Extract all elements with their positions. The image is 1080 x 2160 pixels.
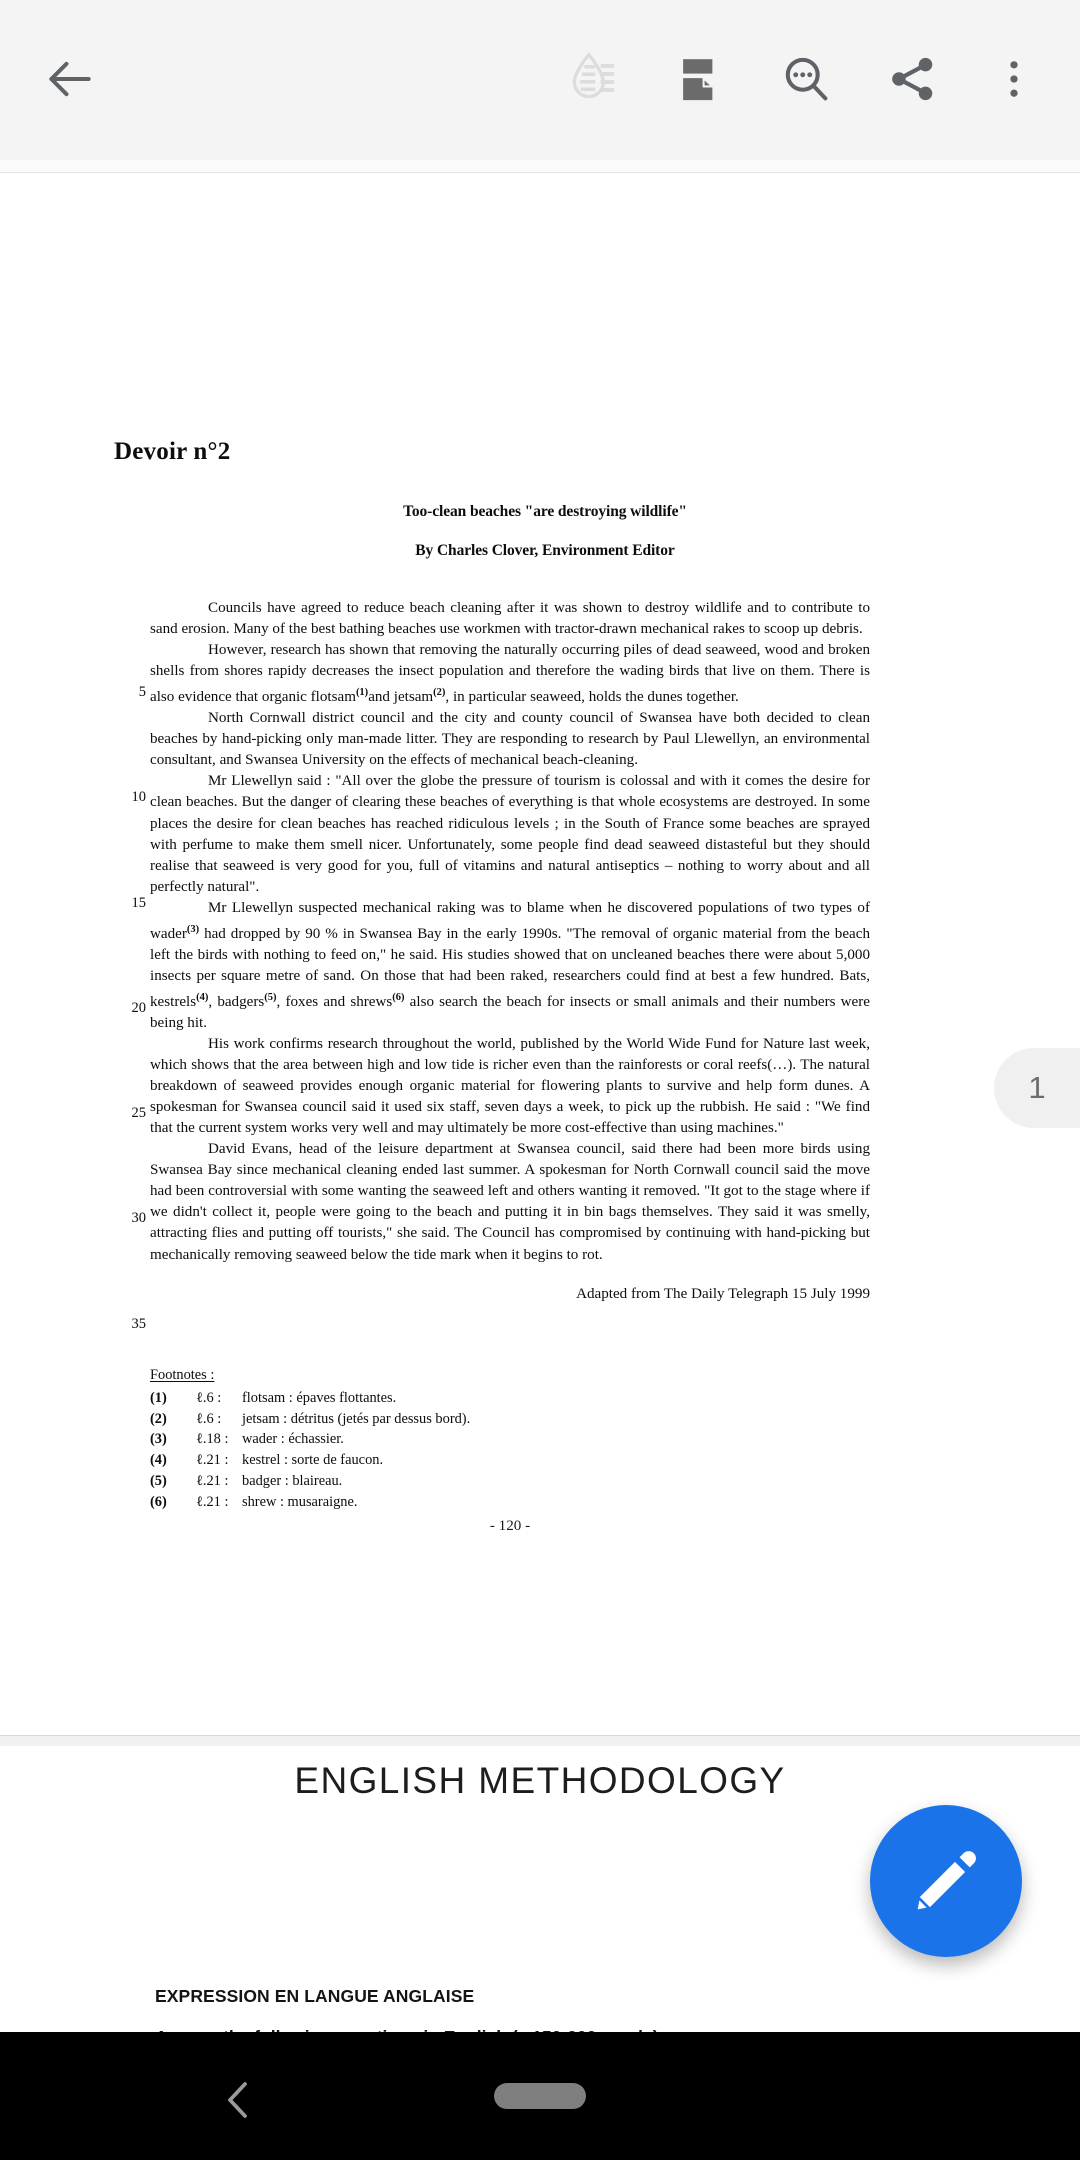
back-arrow-icon	[42, 51, 98, 107]
footnote-text: kestrel : sorte de faucon.	[242, 1452, 384, 1469]
footnote-text: badger : blaireau.	[242, 1472, 343, 1489]
footnote-item	[150, 1388, 750, 1409]
search-icon	[778, 51, 834, 107]
line-number: 5	[138, 684, 146, 701]
footnote-line: ℓ.21 :	[196, 1472, 229, 1489]
line-number: 15	[131, 894, 146, 911]
document-page-number: - 120 -	[489, 1518, 531, 1534]
footnote-line: ℓ.21 :	[196, 1452, 229, 1469]
footnote-line: ℓ.21 :	[196, 1493, 229, 1510]
article-title: Too-clean beaches "are destroying wildlife"	[403, 503, 687, 520]
article-paragraph: David Evans, head of the leisure department at Swansea council, said there had been more birds using Swansea Bay since mechanical cleaning ended last summer. A spokesman for North Cornwall council said the move had been controversial with some wanting the seaweed left and others wanting it removed. "It got to the stage where if we didn't collect it, people were going to the beach and putting it in bin bags themselves. They said it was smelly, attracting flies and putting off tourists," she said. The Council has compromised by continuing with hand-picking but mechanically removing seaweed below the tide mark when it begins to rot.	[150, 1141, 870, 1263]
footnote-line: ℓ.6 :	[196, 1389, 222, 1406]
back-button[interactable]	[22, 31, 118, 127]
page-indicator-badge[interactable]	[994, 1048, 1080, 1128]
footnote-item	[150, 1409, 750, 1430]
article-paragraph: Mr Llewellyn said : "All over the globe the pressure of tourism is colossal and with it comes the desire for clean beaches. But the danger of clearing these beaches of everything is that whole ecosystems are destroyed. In some places the desire for clean beaches has reached ridiculous levels ; in the South of France some beaches are sprayed with perfume to make them smell nicer. Unfortunately, some people find dead seaweed distasteful but they should realise that seaweed is very good for you, full of vitamins and natural antiseptics – nothing to worry about and all perfectly natural".	[150, 773, 870, 895]
source-credit: Adapted from The Daily Telegraph 15 July 1999	[576, 1286, 870, 1302]
footnote-item	[150, 1450, 750, 1471]
footnote-number: (3)	[150, 1431, 167, 1448]
line-number: 30	[131, 1210, 146, 1227]
system-home-pill[interactable]	[494, 2083, 586, 2109]
footnotes-heading: Footnotes :	[150, 1367, 215, 1383]
ink-mode-button[interactable]	[546, 31, 642, 127]
footnote-number: (1)	[150, 1389, 167, 1406]
article-paragraph: His work confirms research throughout the world, published by the World Wide Fund for Nature last week, which shows that the area between high and low tide is richer even than the rainforests or coral reefs(…). The natural breakdown of seaweed provides enough organic material for flowering plants to survive and help form dunes. A spokesman for Swansea council said it used six staff, seven days a week, to pick up the rubbish. He said : "We find that the current system works very well and may ultimately be more cost-effective than using machines."	[150, 1036, 870, 1137]
expression-section-title: EXPRESSION EN LANGUE ANGLAISE	[155, 1986, 475, 2006]
footnote-text: wader : échassier.	[242, 1431, 344, 1448]
methodology-heading: ENGLISH METHODOLOGY	[294, 1760, 786, 1801]
line-number-gutter	[112, 598, 146, 1335]
more-options-icon	[989, 54, 1039, 104]
line-number: 35	[131, 1315, 146, 1332]
footnote-item	[150, 1429, 750, 1450]
footnote-text: shrew : musaraigne.	[242, 1493, 358, 1510]
article-paragraph: However, research has shown that removing the naturally occurring piles of dead seaweed, wood and broken shells from shores rapidy decreases the insect population and therefore the wading birds that live on them. There is also evidence that organic flotsam$^{(1)}$and jetsam$^{(2)}$, in particular seaweed, holds the dunes together.	[150, 642, 870, 706]
article-paragraph: Mr Llewellyn suspected mechanical raking was to blame when he discovered populations of two types of wader$^{(3)}$ had dropped by 90 % in Swansea Bay in the early 1990s. "The removal of organic material from the beach left the birds with nothing to feed on," he said. His studies showed that on uncleaned beaches there were about 5,000 insects per square metre of sand. On those that had been raked, researchers could find at best a few hundred. Bats, kestrels$^{(4)}$, badgers$^{(5)}$, foxes and shrews$^{(6)}$ also search the beach for insects or small animals and their numbers were being hit.	[150, 899, 870, 1031]
system-back-button[interactable]	[215, 2076, 263, 2129]
chevron-left-icon	[215, 2076, 263, 2124]
more-options-button[interactable]	[966, 31, 1062, 127]
share-icon	[885, 52, 939, 106]
edit-pencil-icon	[909, 1844, 983, 1918]
line-number: 10	[131, 789, 146, 806]
footnote-number: (5)	[150, 1472, 167, 1489]
footnote-number: (6)	[150, 1493, 167, 1510]
article-body	[150, 598, 870, 1266]
app-toolbar	[0, 0, 1080, 161]
page-view-mode-icon	[673, 52, 727, 106]
footnote-item	[150, 1471, 750, 1492]
footnote-text: flotsam : épaves flottantes.	[242, 1389, 397, 1406]
footnote-number: (2)	[150, 1410, 167, 1427]
share-button[interactable]	[864, 31, 960, 127]
ink-night-mode-icon	[563, 48, 625, 110]
article-paragraph: Councils have agreed to reduce beach cleaning after it was shown to destroy wildlife and to contribute to sand erosion. Many of the best bathing beaches use workmen with tractor-drawn mechanical rakes to scoop up debris.	[150, 600, 870, 638]
document-page-1[interactable]	[0, 173, 1080, 1735]
view-mode-button[interactable]	[652, 31, 748, 127]
page-indicator-value: 1	[1028, 1070, 1046, 1105]
page-title: Devoir n°2	[114, 438, 231, 465]
footnote-item	[150, 1492, 750, 1513]
footnote-number: (4)	[150, 1452, 167, 1469]
footnote-line: ℓ.18 :	[196, 1431, 229, 1448]
edit-fab-button[interactable]	[870, 1805, 1022, 1957]
footnote-text: jetsam : détritus (jetés par dessus bord).	[242, 1410, 471, 1427]
line-number: 25	[131, 1105, 146, 1122]
article-byline: By Charles Clover, Environment Editor	[415, 542, 675, 559]
toolbar-under-strip	[0, 160, 1080, 173]
footnotes-block	[150, 1365, 750, 1513]
system-navigation-bar	[0, 2032, 1080, 2160]
article-paragraph: North Cornwall district council and the city and county council of Swansea have both decided to clean beaches by hand-picking only man-made litter. They are responding to research by Paul Llewellyn, an environmental consultant, and Swansea University on the effects of mechanical beach-cleaning.	[150, 710, 870, 769]
line-number: 20	[131, 999, 146, 1016]
footnote-line: ℓ.6 :	[196, 1410, 222, 1427]
search-button[interactable]	[758, 31, 854, 127]
